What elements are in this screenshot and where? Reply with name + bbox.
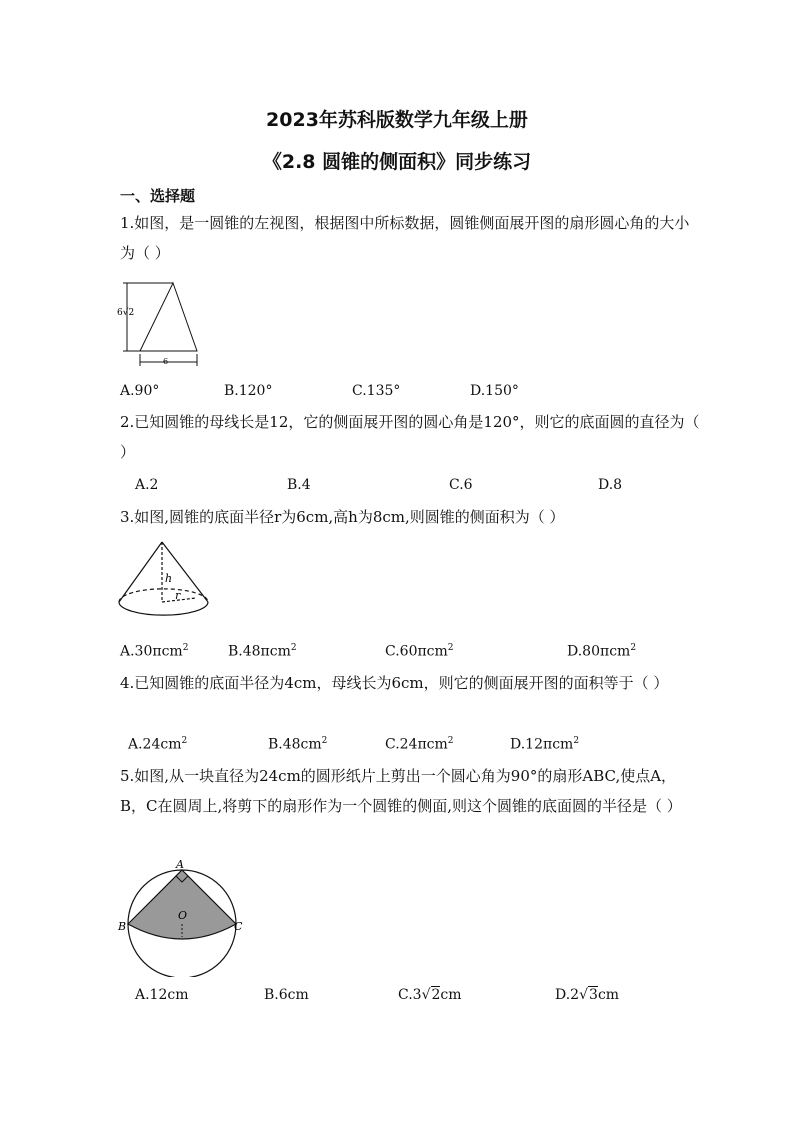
r-label: r bbox=[175, 589, 181, 602]
q1-option-b[interactable]: B.120° bbox=[224, 383, 273, 399]
document-title: 2023年苏科版数学九年级上册 bbox=[266, 109, 528, 131]
q3-option-b[interactable]: B.48πcm$^2$ bbox=[228, 643, 297, 660]
q1-option-a[interactable]: A.90° bbox=[120, 383, 160, 399]
q1-option-c[interactable]: C.135° bbox=[352, 383, 401, 399]
point-b-label: B bbox=[118, 920, 127, 933]
question-1-figure bbox=[115, 278, 205, 368]
q2-option-c[interactable]: C.6 bbox=[449, 477, 473, 493]
q4-option-a[interactable]: $A.24cm^2$ bbox=[128, 736, 188, 753]
question-3-stem: 3.如图,圆锥的底面半径r为6cm,高h为8cm,则圆锥的侧面积为（ ） bbox=[120, 508, 565, 526]
q5-option-c[interactable]: C.3√2cm bbox=[398, 987, 462, 1003]
point-c-label: C bbox=[234, 920, 243, 933]
q1-option-d[interactable]: D.150° bbox=[470, 383, 519, 399]
point-o-label: O bbox=[178, 909, 188, 922]
sqrt-icon: √ bbox=[421, 987, 431, 1003]
q2-option-d[interactable]: D.8 bbox=[598, 477, 623, 493]
q5-option-b[interactable]: B.6cm bbox=[264, 987, 309, 1003]
question-4-stem: 4.已知圆锥的底面半径为4cm，母线长为6cm，则它的侧面展开图的面积等于（ ） bbox=[120, 674, 669, 692]
height-label: 6√2 bbox=[117, 308, 135, 318]
point-a-label: A bbox=[176, 858, 184, 871]
q4-option-d[interactable]: D.12πcm$^2$ bbox=[510, 736, 580, 753]
question-2-stem: 2.已知圆锥的母线长是12，它的侧面展开图的圆心角是120°，则它的底面圆的直径为（ ） bbox=[120, 413, 700, 461]
q3-option-d[interactable]: D.80πcm$^2$ bbox=[567, 643, 637, 660]
base-label: 6 bbox=[163, 357, 169, 366]
q2-option-b[interactable]: B.4 bbox=[287, 477, 311, 493]
h-label: h bbox=[165, 572, 173, 585]
q4-option-c[interactable]: C.24πcm$^2$ bbox=[385, 736, 454, 753]
section-heading: 一、选择题 bbox=[120, 187, 196, 205]
q4-option-b[interactable]: $B.48cm^2$ bbox=[268, 736, 328, 753]
q3-option-a[interactable]: A.30πcm$^2$ bbox=[120, 643, 189, 660]
question-5-stem: 5.如图,从一块直径为24cm的圆形纸片上剪出一个圆心角为90°的扇形ABC,使点A，B，C在圆周上,将剪下的扇形作为一个圆锥的侧面,则这个圆锥的底面圆的半径是（ ） bbox=[120, 767, 682, 815]
q3-option-c[interactable]: C.60πcm$^2$ bbox=[385, 643, 454, 660]
q5-option-a[interactable]: A.12cm bbox=[135, 987, 189, 1003]
question-3-cone-figure bbox=[115, 538, 215, 628]
q2-option-a[interactable]: A.2 bbox=[135, 477, 159, 493]
document-subtitle: 《2.8 圆锥的侧面积》同步练习 bbox=[262, 151, 532, 173]
q5-option-d[interactable]: D.2√3cm bbox=[555, 987, 620, 1003]
question-5-sector-figure bbox=[115, 857, 245, 977]
sqrt-icon: √ bbox=[579, 987, 589, 1003]
question-1-stem: 1.如图，是一圆锥的左视图，根据图中所标数据，圆锥侧面展开图的扇形圆心角的大小为（ ） bbox=[120, 214, 690, 262]
